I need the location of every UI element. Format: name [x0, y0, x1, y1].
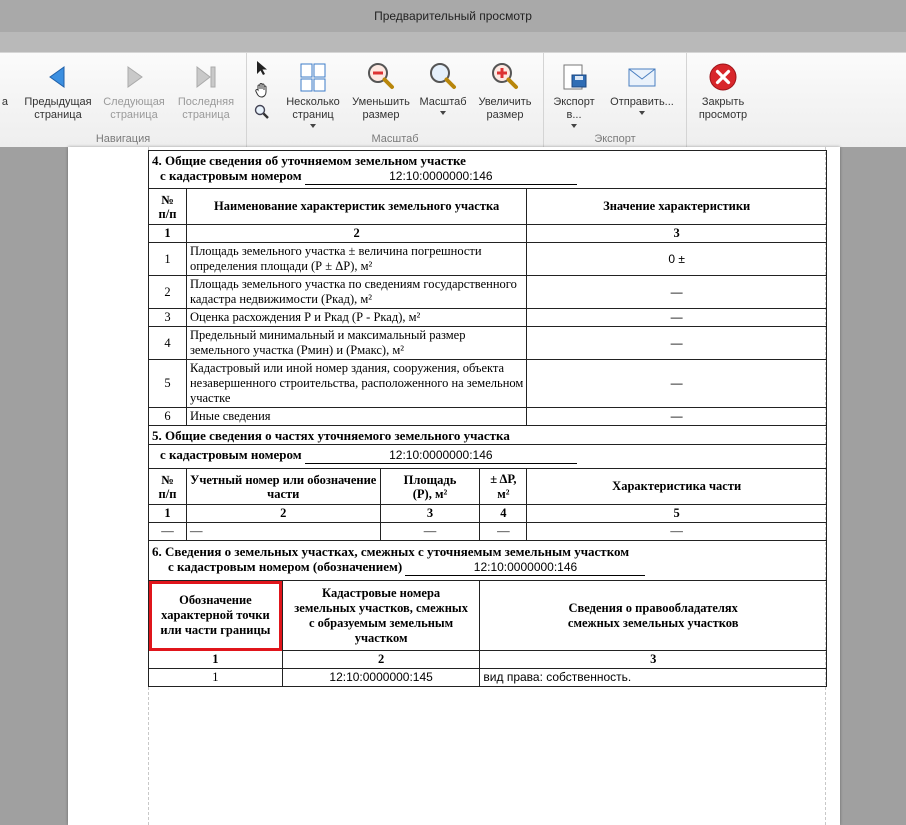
arrow-left-icon: [42, 61, 74, 93]
document-table: [148, 150, 827, 687]
table-cell: 5: [149, 360, 187, 408]
close-group: [687, 53, 759, 147]
table-row: [149, 523, 827, 541]
table-cell: —: [149, 523, 187, 541]
table-cell: 1: [149, 225, 187, 243]
table-cell: 4: [480, 505, 527, 523]
table-cell: № п/п: [149, 469, 187, 505]
magnifier-icon: [427, 61, 459, 93]
close-preview-button[interactable]: [685, 59, 761, 129]
ribbon-tab-strip: [0, 32, 906, 52]
window-title: Предварительный просмотр: [374, 9, 532, 23]
table-cell: 3: [480, 651, 827, 669]
section-6-numbering-row: [149, 651, 827, 669]
table-cell: 4: [149, 327, 187, 360]
table-cell: —: [480, 523, 527, 541]
table-cell: Предельный минимальный и максимальный размер земельного участка (Рмин) и (Рмакс), м²: [186, 327, 526, 360]
send-label: Отправить...: [610, 96, 674, 108]
send-button[interactable]: [604, 59, 680, 129]
multiple-pages-button[interactable]: [275, 59, 351, 129]
first-page-label: а: [1, 96, 8, 108]
table-cell: 1: [149, 669, 283, 687]
section-4-title: 4. Общие сведения об уточняемом земельном участке: [152, 153, 466, 168]
section-5-title-row: [149, 426, 827, 445]
table-cell: —: [527, 327, 827, 360]
zoom-out-icon: [365, 61, 397, 93]
close-icon: [707, 61, 739, 93]
table-row: [149, 327, 827, 360]
section-6-cad-value: 12:10:0000000:146: [405, 560, 645, 576]
section-4-header-num: № п/п: [149, 189, 187, 225]
table-cell: 1: [149, 505, 187, 523]
zoom-tool-icon[interactable]: [253, 103, 271, 121]
section-6-cad-label: с кадастровым номером (обозначением): [168, 559, 403, 574]
export-label: Экспорт в...: [553, 96, 595, 121]
chevron-down-icon: [571, 124, 577, 128]
chevron-down-icon: [639, 111, 645, 115]
table-row: [149, 243, 827, 276]
close-preview-label: Закрыть просмотр: [698, 96, 748, 121]
multiple-pages-label: Несколько страниц: [286, 96, 340, 121]
zoom-in-icon: [489, 61, 521, 93]
table-row: [149, 276, 827, 309]
table-cell: 1: [149, 651, 283, 669]
section-6-title: 6. Сведения о земельных участках, смежных с уточняемым земельным участком: [152, 544, 630, 559]
last-page-label: Последняя страница: [177, 96, 235, 121]
table-cell: —: [527, 276, 827, 309]
table-row: [149, 669, 827, 687]
table-cell: Характеристика части: [527, 469, 827, 505]
table-cell: 6: [149, 408, 187, 426]
chevron-down-icon: [310, 124, 316, 128]
table-cell: 3: [149, 309, 187, 327]
hand-icon[interactable]: [253, 81, 271, 99]
last-page-icon: [190, 61, 222, 93]
pointer-icon[interactable]: [253, 59, 271, 77]
next-page-label: Следующая страница: [103, 96, 165, 121]
window-title-bar: [0, 0, 906, 32]
section-6-title-row: [149, 541, 827, 581]
table-cell: 5: [527, 505, 827, 523]
table-cell: 3: [527, 225, 827, 243]
export-button[interactable]: [536, 59, 612, 129]
next-page-button[interactable]: [96, 59, 172, 129]
table-cell: 3: [380, 505, 480, 523]
multiple-pages-icon: [297, 61, 329, 93]
table-row: [149, 360, 827, 408]
section-5-cad-label: с кадастровым номером: [160, 447, 302, 462]
zoom-in-button[interactable]: [467, 59, 543, 129]
ribbon-toolbar: [0, 52, 906, 148]
first-page-button[interactable]: [0, 59, 14, 129]
table-cell: —: [380, 523, 480, 541]
adjacent-cadastral-header: Кадастровые номера земельных участков, смежных с образуемым земельным участком: [282, 581, 480, 651]
zoom-out-label: Уменьшить размер: [352, 96, 410, 121]
table-row: [149, 309, 827, 327]
export-group: [544, 53, 687, 147]
section-4-header-name: Наименование характеристик земельного участка: [186, 189, 526, 225]
export-icon: [558, 61, 590, 93]
owners-header: Сведения о правообладателях смежных земельных участков: [480, 581, 827, 651]
section-5-numbering-row: [149, 505, 827, 523]
table-cell: вид права: собственность.: [480, 669, 827, 687]
section-4-header-value: Значение характеристики: [527, 189, 827, 225]
table-cell: 2: [186, 225, 526, 243]
table-cell: Площадь земельного участка по сведениям государственного кадастра недвижимости (Ркад), м²: [186, 276, 526, 309]
table-cell: —: [186, 523, 380, 541]
section-6-header-row: [149, 581, 827, 651]
table-cell: 12:10:0000000:145: [282, 669, 480, 687]
zoom-in-label: Увеличить размер: [478, 96, 532, 121]
section-4-cad-value: 12:10:0000000:146: [305, 169, 577, 185]
section-4-title-row: [149, 151, 827, 189]
table-cell: Площадь земельного участка ± величина погрешности определения площади (Р ± ΔР), м²: [186, 243, 526, 276]
table-cell: 1: [149, 243, 187, 276]
section-5-header-row: [149, 469, 827, 505]
zoom-label: Масштаб: [419, 96, 467, 108]
table-cell: Площадь (Р), м²: [380, 469, 480, 505]
section-5-title: 5. Общие сведения о частях уточняемого земельного участка: [152, 428, 510, 443]
table-cell: 2: [282, 651, 480, 669]
table-cell: —: [527, 360, 827, 408]
section-5-cad-value: 12:10:0000000:146: [305, 448, 577, 464]
section-4-numbering-row: [149, 225, 827, 243]
table-cell: —: [527, 309, 827, 327]
table-cell: Оценка расхождения Р и Ркад (Р - Ркад), м²: [186, 309, 526, 327]
section-5-cad-row: [149, 445, 827, 469]
table-cell: Учетный номер или обозначение части: [186, 469, 380, 505]
table-cell: 2: [186, 505, 380, 523]
table-row: [149, 408, 827, 426]
table-cell: —: [527, 408, 827, 426]
navigation-group-label: Навигация: [95, 133, 151, 145]
table-cell: ± ΔР, м²: [480, 469, 527, 505]
section-4-cad-label: с кадастровым номером: [160, 168, 302, 183]
previous-page-button[interactable]: [20, 59, 96, 129]
table-cell: 2: [149, 276, 187, 309]
arrow-right-icon: [118, 61, 150, 93]
export-group-label: Экспорт: [594, 133, 636, 145]
navigation-group: [0, 53, 247, 147]
zoom-group: [247, 53, 544, 147]
zoom-group-label: Масштаб: [371, 133, 419, 145]
table-cell: Кадастровый или иной номер здания, сооружения, объекта незавершенного строительства, расположенного на земельном участке: [186, 360, 526, 408]
previous-page-label: Предыдущая страница: [24, 96, 92, 121]
chevron-down-icon: [440, 111, 446, 115]
section-4-header-row: [149, 189, 827, 225]
last-page-button[interactable]: [168, 59, 244, 129]
table-cell: Иные сведения: [186, 408, 526, 426]
point-designation-header: Обозначение характерной точки или части границы: [149, 581, 283, 651]
table-cell: 0 ±: [527, 243, 827, 276]
envelope-icon: [626, 61, 658, 93]
table-cell: —: [527, 523, 827, 541]
